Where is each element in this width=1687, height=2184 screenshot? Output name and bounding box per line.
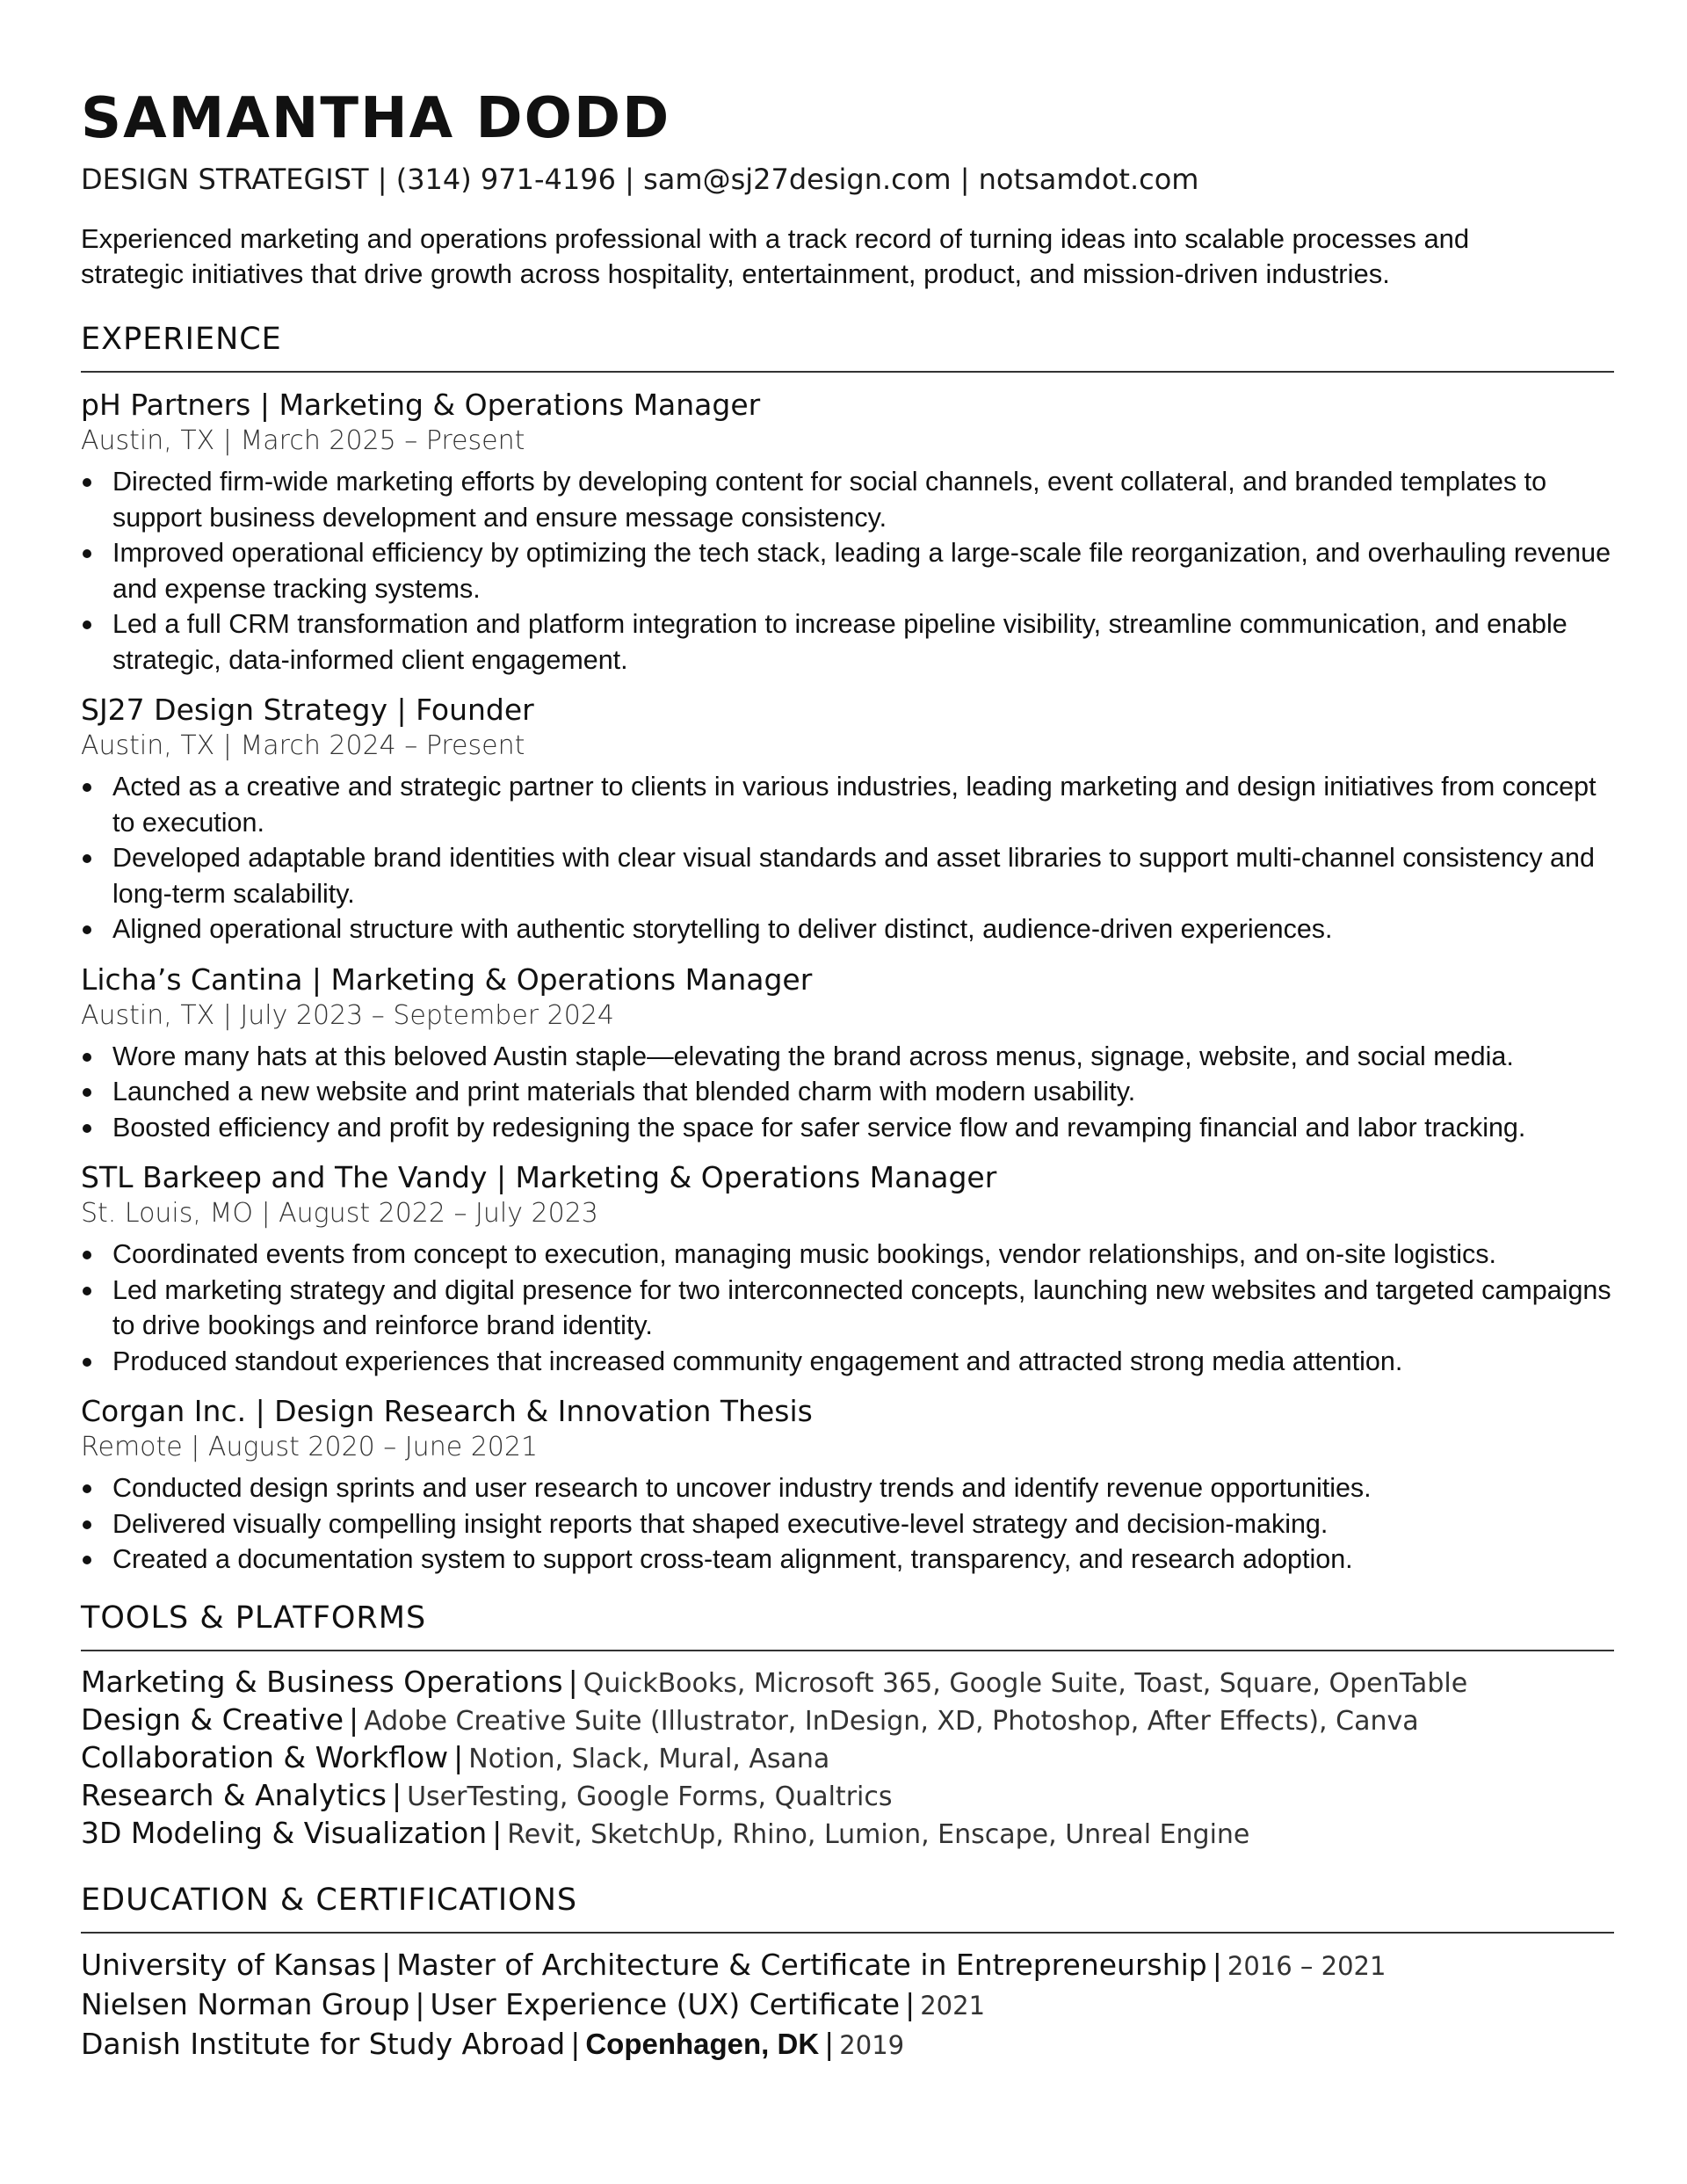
- education-row: [81, 1946, 1614, 1985]
- job-entry: [81, 387, 1614, 678]
- separator: |: [905, 1986, 916, 2021]
- bullet-item: Developed adaptable brand identities with clear visual standards and asset libraries to support multi-channel consistency and long-term scalability.: [81, 840, 1624, 911]
- job-entry: [81, 961, 1614, 1146]
- institution: Danish Institute for Study Abroad: [81, 2026, 566, 2061]
- job-bullets: [81, 1470, 1614, 1578]
- education-detail: Master of Architecture & Certificate in Entrepreneurship: [396, 1947, 1207, 1982]
- tool-category: 3D Modeling & Visualization: [81, 1815, 488, 1850]
- separator: |: [824, 2026, 835, 2061]
- job-entry: [81, 692, 1614, 947]
- tool-items: Revit, SketchUp, Rhino, Lumion, Enscape, Unreal Engine: [507, 1818, 1250, 1850]
- separator: |: [381, 1947, 392, 1982]
- tool-row: [81, 1815, 1614, 1853]
- job-location-dates: Austin, TX | March 2025 – Present: [81, 425, 525, 456]
- tool-row: [81, 1701, 1614, 1739]
- separator: |: [349, 1701, 359, 1737]
- separator: |: [568, 1664, 578, 1699]
- education-year: 2016 – 2021: [1227, 1950, 1387, 1981]
- separator: |: [1212, 1947, 1222, 1982]
- candidate-name: SAMANTHA DODD: [81, 86, 671, 151]
- job-title: SJ27 Design Strategy | Founder: [81, 693, 534, 727]
- education-list: [81, 1946, 1614, 2064]
- bullet-item: Launched a new website and print materials that blended charm with modern usability.: [81, 1074, 1624, 1110]
- bullet-item: Improved operational efficiency by optimizing the tech stack, leading a large-scale file reorganization, and overhauling revenue and expense tracking systems.: [81, 535, 1624, 606]
- tool-items: Notion, Slack, Mural, Asana: [468, 1743, 830, 1774]
- experience-section-title: EXPERIENCE: [81, 318, 1614, 373]
- tools-list: [81, 1664, 1614, 1853]
- bullet-item: Led marketing strategy and digital presence for two interconnected concepts, launching new websites and targeted campaigns to drive bookings and reinforce brand identity.: [81, 1273, 1624, 1344]
- job-entry: [81, 1159, 1614, 1379]
- tool-items: Adobe Creative Suite (Illustrator, InDesign, XD, Photoshop, After Effects), Canva: [364, 1705, 1419, 1737]
- bullet-item: Wore many hats at this beloved Austin staple—elevating the brand across menus, signage, website, and social media.: [81, 1039, 1624, 1075]
- tool-category: Marketing & Business Operations: [81, 1664, 563, 1699]
- institution: University of Kansas: [81, 1947, 377, 1982]
- job-bullets: [81, 769, 1614, 947]
- bullet-item: Aligned operational structure with authentic storytelling to deliver distinct, audience-driven experiences.: [81, 911, 1624, 947]
- tool-category: Research & Analytics: [81, 1777, 387, 1812]
- tool-category: Collaboration & Workflow: [81, 1739, 449, 1774]
- bullet-item: Produced standout experiences that increased community engagement and attracted strong media attention.: [81, 1344, 1624, 1380]
- tool-row: [81, 1777, 1614, 1815]
- job-bullets: [81, 1237, 1614, 1379]
- job-entry: [81, 1393, 1614, 1578]
- tool-items: UserTesting, Google Forms, Qualtrics: [407, 1781, 893, 1812]
- bullet-item: Boosted efficiency and profit by redesigning the space for safer service flow and revamping financial and labor tracking.: [81, 1110, 1624, 1146]
- bullet-item: Created a documentation system to support cross-team alignment, transparency, and research adoption.: [81, 1542, 1624, 1578]
- institution: Nielsen Norman Group: [81, 1986, 410, 2021]
- bullet-item: Conducted design sprints and user research to uncover industry trends and identify revenue opportunities.: [81, 1470, 1624, 1506]
- education-row: [81, 1985, 1614, 2025]
- separator: |: [492, 1815, 503, 1850]
- bullet-item: Coordinated events from concept to execution, managing music bookings, vendor relationships, and on-site logistics.: [81, 1237, 1624, 1273]
- tool-items: QuickBooks, Microsoft 365, Google Suite, Toast, Square, OpenTable: [583, 1667, 1468, 1699]
- separator: |: [570, 2026, 581, 2061]
- tool-row: [81, 1664, 1614, 1701]
- job-location-dates: Austin, TX | July 2023 – September 2024: [81, 999, 615, 1031]
- education-year: 2021: [920, 1990, 986, 2021]
- tool-row: [81, 1739, 1614, 1777]
- education-row: [81, 2025, 1614, 2064]
- job-location-dates: Austin, TX | March 2024 – Present: [81, 730, 525, 761]
- contact-line: DESIGN STRATEGIST | (314) 971-4196 | sam@sj27design.com | notsamdot.com: [81, 163, 1199, 196]
- job-title: STL Barkeep and The Vandy | Marketing & Operations Manager: [81, 1160, 997, 1194]
- tools-section-title: TOOLS & PLATFORMS: [81, 1597, 1614, 1651]
- bullet-item: Acted as a creative and strategic partner to clients in various industries, leading marketing and design initiatives from concept to execution.: [81, 769, 1624, 840]
- education-location: Copenhagen, DK: [585, 2027, 820, 2060]
- job-bullets: [81, 1039, 1614, 1146]
- bullet-item: Led a full CRM transformation and platform integration to increase pipeline visibility, streamline communication, and enable strategic, data-informed client engagement.: [81, 606, 1624, 678]
- separator: |: [415, 1986, 425, 2021]
- job-location-dates: St. Louis, MO | August 2022 – July 2023: [81, 1198, 598, 1229]
- education-section-title: EDUCATION & CERTIFICATIONS: [81, 1879, 1614, 1934]
- separator: |: [391, 1777, 402, 1812]
- education-year: 2019: [839, 2029, 905, 2060]
- resume-page: [81, 81, 1614, 2064]
- job-title: pH Partners | Marketing & Operations Manager: [81, 388, 761, 422]
- education-detail: User Experience (UX) Certificate: [430, 1986, 901, 2021]
- job-title: Corgan Inc. | Design Research & Innovation Thesis: [81, 1394, 813, 1428]
- job-location-dates: Remote | August 2020 – June 2021: [81, 1432, 539, 1462]
- separator: |: [453, 1739, 464, 1774]
- professional-summary: Experienced marketing and operations professional with a track record of turning ideas into scalable processes and strategic initiatives that drive growth across hospitality, entertainment, product, and mission-driven industries.: [81, 223, 1470, 289]
- bullet-item: Directed firm-wide marketing efforts by developing content for social channels, event collateral, and branded templates to support business development and ensure message consistency.: [81, 464, 1624, 535]
- bullet-item: Delivered visually compelling insight reports that shaped executive-level strategy and decision-making.: [81, 1506, 1624, 1542]
- job-bullets: [81, 464, 1614, 678]
- job-title: Licha’s Cantina | Marketing & Operations Manager: [81, 961, 813, 997]
- tool-category: Design & Creative: [81, 1701, 344, 1737]
